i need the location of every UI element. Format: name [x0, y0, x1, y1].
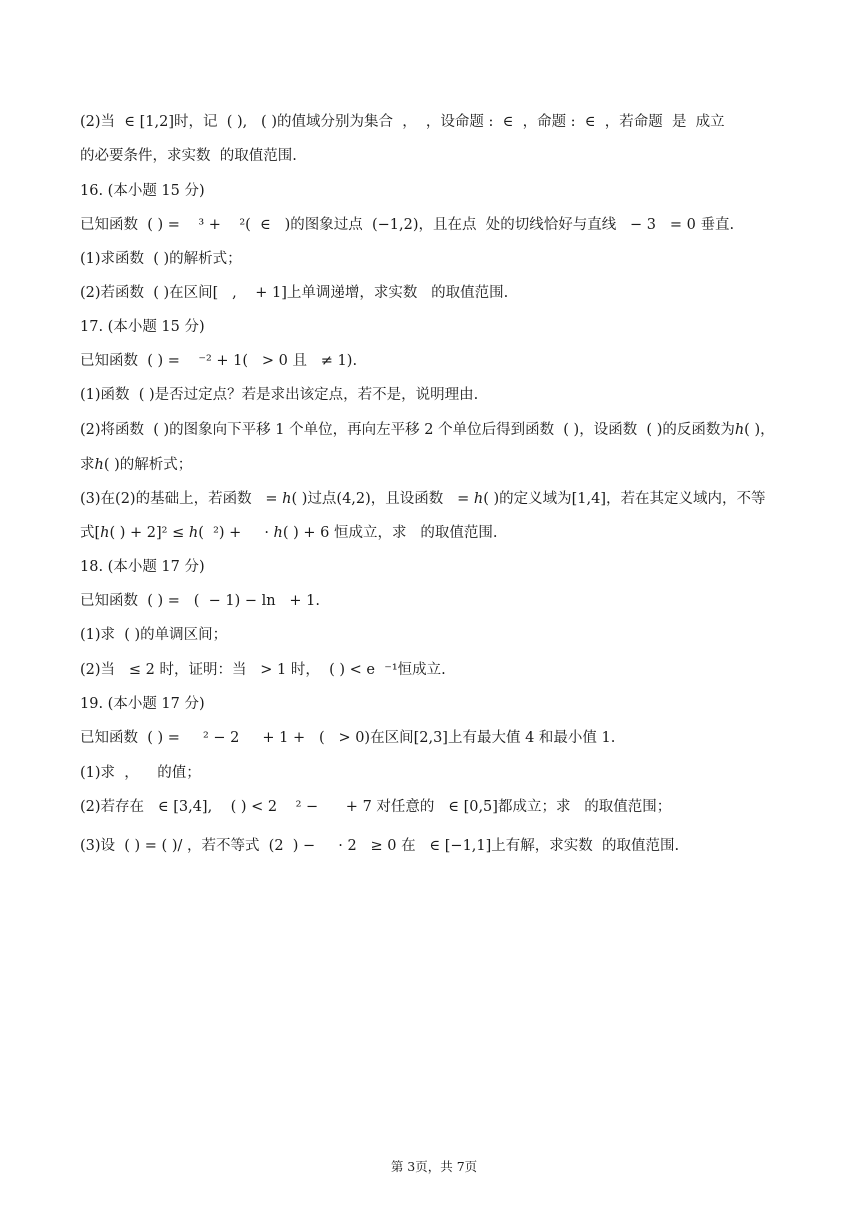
problem-15-part-2-line-2: 的必要条件，求实数 的取值范围.	[80, 148, 297, 164]
page-number-footer: 第 3页，共 7页	[390, 1159, 478, 1174]
problem-17-part-3-line-1: (3)在(2)的基础上，若函数 = ℎ( )过点(4,2)，且设函数 = ℎ( )的定义域为[1,4]，若在其定义域内，不等	[80, 491, 766, 507]
problem-19-part-1: (1)求 ， 的值；	[80, 765, 201, 781]
problem-18-part-1: (1)求 ( )的单调区间；	[80, 627, 228, 643]
problem-19-part-2: (2)若存在 ∈ [3,4], ( ) < 2 ² − + 7 对任意的 ∈ [0,5]都成立；求 的取值范围；	[80, 799, 672, 815]
problem-16-part-1: (1)求函数 ( )的解析式；	[80, 251, 242, 267]
problem-17-part-3-line-2: 式[ℎ( ) + 2]² ≤ ℎ( ²) + · ℎ( ) + 6 恒成立，求 的取值范围.	[80, 525, 498, 541]
problem-16-heading: 16. (本小题 15 分)	[80, 183, 205, 199]
problem-19-heading: 19. (本小题 17 分)	[80, 696, 205, 712]
problem-17-part-2-line-2: 求ℎ( )的解析式；	[80, 457, 193, 473]
problem-17-part-2-line-1: (2)将函数 ( )的图象向下平移 1 个单位，再向左平移 2 个单位后得到函数 ( )，设函数 ( )的反函数为ℎ( )，	[80, 422, 775, 438]
problem-18-heading: 18. (本小题 17 分)	[80, 559, 205, 575]
problem-17-statement: 已知函数 ( ) = ⁻² + 1( > 0 且 ≠ 1).	[80, 353, 358, 369]
problem-18-part-2: (2)当 ≤ 2 时，证明：当 > 1 时， ( ) < e ⁻¹恒成立.	[80, 662, 446, 678]
problem-17-part-1: (1)函数 ( )是否过定点？若是求出该定点，若不是，说明理由.	[80, 387, 479, 403]
problem-17-heading: 17. (本小题 15 分)	[80, 319, 205, 335]
problem-19-part-3: (3)设 ( ) = ( )/ ，若不等式 (2 ) − · 2 ≥ 0 在 ∈ [−1,1]上有解，求实数 的取值范围.	[80, 838, 680, 854]
problem-18-statement: 已知函数 ( ) = ( − 1) − ln + 1.	[80, 593, 321, 609]
problem-19-statement: 已知函数 ( ) = ² − 2 + 1 + ( > 0)在区间[2,3]上有最大值 4 和最小值 1.	[80, 730, 616, 746]
problem-16-part-2: (2)若函数 ( )在区间[ , + 1]上单调递增，求实数 的取值范围.	[80, 285, 509, 301]
problem-16-statement: 已知函数 ( ) = ³ + ²( ∈ )的图象过点 (−1,2)，且在点 处的切线恰好与直线 − 3 = 0 垂直.	[80, 217, 735, 233]
problem-15-part-2-line-1: (2)当 ∈ [1,2]时，记 ( ), ( )的值域分别为集合 ， ，设命题 : ∈ ，命题 : ∈ ，若命题 是 成立	[80, 114, 725, 130]
